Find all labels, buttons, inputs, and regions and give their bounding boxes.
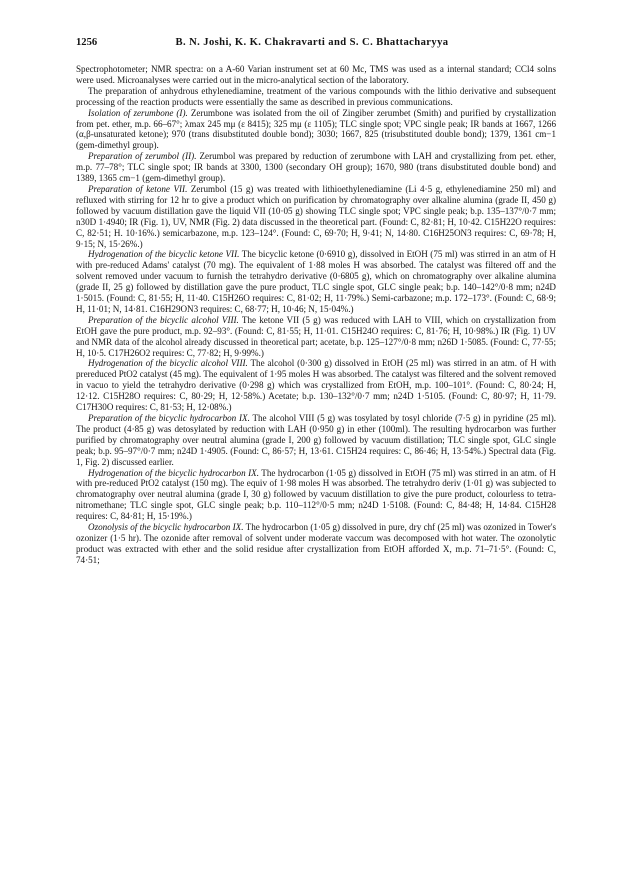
running-title: B. N. Joshi, K. K. Chakravarti and S. C. Bhattacharyya [175, 37, 449, 48]
paragraph-text: The preparation of anhydrous ethylenediamine, treatment of the various compounds with the lithio derivative and subsequent processing of the reaction products were essentially the same as described in previous communications. [76, 85, 556, 107]
paragraph-zerumbol [76, 151, 556, 184]
paragraph-text: The ketone VII (5 g) was reduced with LAH to VIII, which on crystallization from EtOH gave the pure product, m.p. 92–93°. (Found: C, 81·55; H, 11·01. C15H24O requires: C, 81·76; H, 10·98%.) IR (Fig. 1) UV and NMR data of the alcohol already discussed in theoretical part; acetate, b.p. 125–127°/0·8 mm; n26D 1·5085. (Found: C, 77·55; H, 10·5. C17H26O2 requires: C, 77·82; H, 9·99%.) [76, 314, 556, 358]
paragraph-hydrogenation-hydrocarbon [76, 468, 556, 523]
paragraph-heading: Hydrogenation of the bicyclic ketone VII. [88, 249, 240, 260]
paragraph-heading: Hydrogenation of the bicyclic alcohol VIII. [88, 358, 248, 369]
paragraph-heading: Preparation of the bicyclic hydrocarbon IX. [88, 413, 250, 423]
paragraph-text: Zerumbol (15 g) was treated with lithioethylenediamine (Li 4·5 g, ethylenediamine 250 ml) and refluxed with stirring for 12 hr to give a product which on purification by chromatography over alkaline alumina (grade II, 450 g) followed by vacuum distillation gave the liquid VII (10·05 g) showing TLC single spot; VPC single peak; b.p. 135–137°/0·7 mm; n30D 1·4940; IR (Fig. 1), UV, NMR (Fig. 2) data discussed in the theoretical part. (Found: C, 82·81; H, 10·42. C15H22O requires: C, 82·51; H. 10·16%.) semicarbazone, m.p. 123–124°. (Found: C, 69·70; H, 9·41; N, 14·80. C16H25ON3 requires: C, 69·78; H, 9·15; N, 15·26%.) [76, 183, 556, 249]
paragraph-text: Zerumbone was isolated from the oil of Zingiber zerumbet (Smith) and purified by crystallization from pet. ether, m.p. 66–67°; λmax 245 mμ (ε 8415); 325 mμ (ε 1105); TLC single spot; VPC single peak; IR bands at 1667, 1266 (α,β-unsaturated ketone); 970 (trans disubstituted double bond); 3030; 1667, 825 (trisubstituted double bond); 1379, 1361 cm−1 (gem-dimethyl group). [76, 107, 556, 151]
paragraph-heading: Isolation of zerumbone (I). [88, 107, 188, 118]
paragraph-methods [76, 86, 556, 108]
paragraph-text: The bicyclic ketone (0·6910 g), dissolved in EtOH (75 ml) was stirred in an atm of H with pre-reduced Adams' catalyst (70 mg). The equivalent of 1·88 moles H was absorbed. The catalyst was filtered off and the solvent removed under vacuum to furnish the tetrahydro derivative (0·6805 g), which on chromatography over alkaline alumina (grade II, 25 g) followed by distillation gave the pure product, TLC single spot, GLC single peak; b.p. 140–142°/0·8 mm; n24D 1·5015. (Found: C, 81·55; H, 11·40. C15H26O requires: C, 81·02; H, 11·79%.) Semi-carbazone; m.p. 172–173°. (Found: C, 68·9; H, 11·01; N, 14·81. C16H29ON3 requires: C, 68·77; H, 10·46; N, 15·04%.) [76, 249, 556, 314]
paragraph-text: The hydrocarbon (1·05 g) dissolved in EtOH (75 ml) was stirred in an atm. of H with pre-reduced PtO2 catalyst (150 mg). The equiv of 1·98 moles H was absorbed. The tetrahydro deriv (1·01 g) was subjected to chromatography over neutral alumina (grade I, 30 g) followed by vacuum distillation to give the pure product, colourless to tetra-nitromethane; TLC single spot, GLC single peak; b.p. 110–112°/0·5 mm; n24D 1·5108. (Found: C, 84·48; H, 14·84. C15H28 requires: C, 84·81; H, 15·19%.) [76, 467, 556, 522]
paragraph-hydrogenation-ketone [76, 249, 556, 314]
paragraph-text: The alcohol (0·300 g) dissolved in EtOH (25 ml) was stirred in an atm. of H with prereduced PtO2 catalyst (45 mg). The equivalent of 1·95 moles H was absorbed. The catalyst was filtered and the solvent removed in vacuo to yield the tetrahydro derivative (0·298 g) which was crystallized from EtOH, m.p. 100–101°. (Found: C, 80·24; H, 12·12. C15H28O requires: C, 80·29; H, 12·58%.) Acetate; b.p. 130–132°/0·7 mm; n24D 1·5105. (Found: C, 80·97; H, 11·79. C17H30O requires: C, 81·53; H, 12·08%.) [76, 358, 556, 413]
paragraph-ketone-vii [76, 184, 556, 249]
paragraph-hydrocarbon-ix [76, 413, 556, 468]
paragraph-text: Zerumbol was prepared by reduction of zerumbone with LAH and crystallizing from pet. ether, m.p. 77–78°; TLC single spot; IR bands at 3300, 1300 (secondary OH group); 1670, 980 (trans disubstituted double bond) and 1389, 1365 cm−1 (gem-dimethyl group). [76, 151, 556, 184]
paragraph-text: The alcohol VIII (5 g) was tosylated by tosyl chloride (7·5 g) in pyridine (25 ml). The product (4·85 g) was detosylated by reduction with LAH (0·950 g) in ether (100ml). The resulting hydrocarbon was further purified by chromatography over neutral alumina (grade I, 200 g) followed by vacuum distillation; TLC single spot, GLC single peak; b.p. 95–97°/0·7 mm; n24D 1·4905. (Found: C, 86·57; H, 13·61. C15H24 requires: C, 86·46; H, 13·54%.) Spectral data (Fig. 1, Fig. 2) discussed earlier. [76, 413, 556, 467]
paragraph-ozonolysis [76, 522, 556, 566]
paragraph-text: Spectrophotometer; NMR spectra: on a A-60 Varian instrument set at 60 Mc, TMS was used as a internal standard; CCl4 solns were used. Microanalyses were carried out in the micro-analytical section of the laboratory. [76, 64, 556, 85]
paragraph-heading: Preparation of the bicyclic alcohol VIII. [88, 314, 239, 325]
article-body [76, 64, 556, 888]
paragraph-hydrogenation-alcohol [76, 358, 556, 413]
paragraph-heading: Hydrogenation of the bicyclic hydrocarbon IX. [88, 467, 259, 478]
paragraph-instruments [76, 64, 556, 86]
paragraph-text: The hydrocarbon (1·05 g) dissolved in pure, dry chf (25 ml) was ozonized in Tower's ozonizer (1·5 hr). The ozonide after removal of solvent under moderate vaccum was decomposed with hot water. The ozonolytic product was extracted with ether and the solid residue after crystallization from EtOH afforded X, m.p. 71–71·5°. (Found: C, 74·51; [76, 522, 556, 565]
paragraph-heading: Preparation of ketone VII. [88, 183, 188, 194]
paragraph-alcohol-viii [76, 315, 556, 359]
page-number: 1256 [76, 37, 98, 48]
paragraph-isolation-zerumbone [76, 108, 556, 152]
page-header [76, 36, 548, 50]
paragraph-heading: Ozonolysis of the bicyclic hydrocarbon IX. [88, 522, 244, 533]
paragraph-heading: Preparation of zerumbol (II). [88, 151, 197, 162]
